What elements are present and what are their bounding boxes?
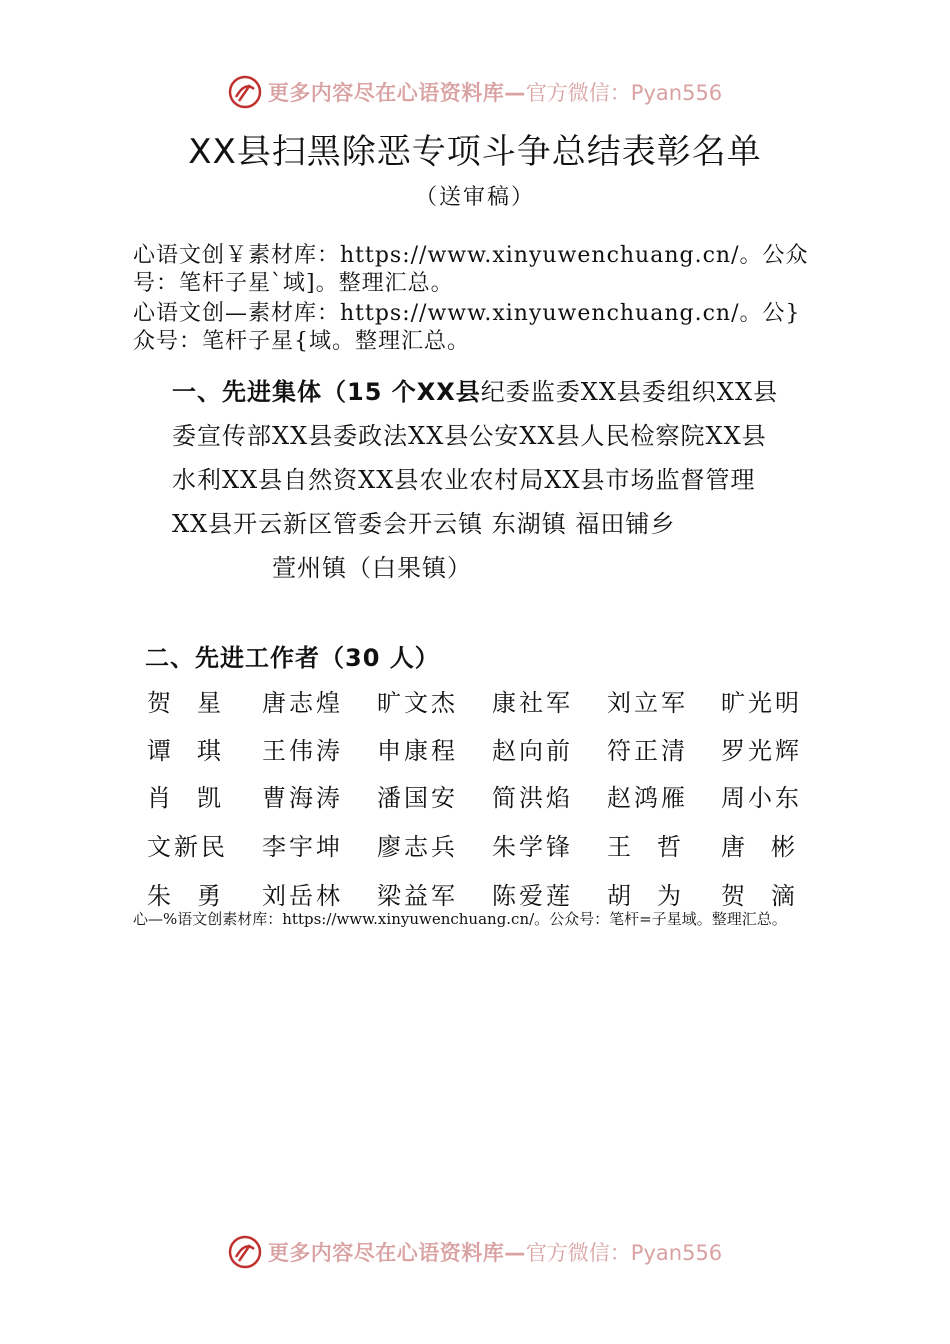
section1-heading-rest: 纪委监委XX县委组织XX县 <box>480 378 779 406</box>
worker-name: 罗 光 辉 <box>721 737 799 765</box>
unit-line: XX县开云新区管委会开云镇 东湖镇 福田铺乡 <box>172 510 676 538</box>
worker-name: 朱 勇 <box>147 882 221 910</box>
banner-wechat: 官方微信：Pyan556 <box>525 1241 723 1265</box>
worker-name: 文 新 民 <box>147 833 225 861</box>
unit-line: 水利XX县自然资XX县农业农村局XX县市场监督管理 <box>172 466 756 494</box>
worker-name: 谭 琪 <box>147 737 221 765</box>
worker-name: 王 伟 涛 <box>262 737 340 765</box>
banner-wechat: 官方微信：Pyan556 <box>525 81 723 105</box>
worker-name: 赵 鸿 雁 <box>607 784 685 812</box>
worker-name: 胡 为 <box>607 882 681 910</box>
worker-name: 唐 彬 <box>721 833 795 861</box>
worker-name: 旷 光 明 <box>721 689 799 717</box>
worker-name: 朱 学 锋 <box>492 833 570 861</box>
unit-line: 萱州镇（白果镇） <box>272 554 472 582</box>
worker-name: 刘 立 军 <box>607 689 685 717</box>
worker-name: 肖 凯 <box>147 784 221 812</box>
worker-name: 贺 星 <box>147 689 221 717</box>
worker-name: 唐 志 煌 <box>262 689 340 717</box>
worker-name: 王 哲 <box>607 833 681 861</box>
watermark-note-2: 心语文创—素材库：https://www.xinyuwenchuang.cn/。公}众号：笔杆子星{域。整理汇总。 <box>133 301 801 354</box>
banner-text: 更多内容尽在心语资料库— <box>267 81 526 105</box>
worker-name: 潘 国 安 <box>377 784 455 812</box>
worker-name: 旷 文 杰 <box>377 689 455 717</box>
brand-logo-icon <box>228 1235 262 1269</box>
worker-name: 周 小 东 <box>721 784 799 812</box>
worker-name: 符 正 清 <box>607 737 685 765</box>
worker-name: 曹 海 涛 <box>262 784 340 812</box>
footer-banner <box>0 1232 950 1272</box>
section1-heading-bold: 一、先进集体（15 个XX县 <box>172 378 481 406</box>
worker-name: 申 康 程 <box>377 737 455 765</box>
worker-name: 李 宇 坤 <box>262 833 340 861</box>
unit-line: 委宣传部XX县委政法XX县公安XX县人民检察院XX县 <box>172 422 767 450</box>
worker-name: 陈 爱 莲 <box>492 882 570 910</box>
worker-name: 廖 志 兵 <box>377 833 455 861</box>
document-subtitle: （送审稿） <box>414 185 535 210</box>
brand-logo-icon <box>228 75 262 109</box>
watermark-note-1: 心语文创￥素材库：https://www.xinyuwenchuang.cn/。公众号：笔杆子星`域]。整理汇总。 <box>133 243 809 296</box>
section2-heading: 二、先进工作者（30 人） <box>145 644 440 672</box>
document-title: XX县扫黑除恶专项斗争总结表彰名单 <box>188 132 762 172</box>
worker-name: 康 社 军 <box>492 689 570 717</box>
banner-text: 更多内容尽在心语资料库— <box>267 1241 526 1265</box>
worker-name: 刘 岳 林 <box>262 882 340 910</box>
worker-name: 贺 滴 <box>721 882 795 910</box>
worker-name: 简 洪 焰 <box>492 784 570 812</box>
section1-heading <box>172 372 778 407</box>
worker-name: 梁 益 军 <box>377 882 455 910</box>
worker-name: 赵 向 前 <box>492 737 570 765</box>
footer-watermark-note: 心—%语文创素材库：https://www.xinyuwenchuang.cn/。公众号：笔杆=子星域。整理汇总。 <box>133 910 787 928</box>
header-banner <box>0 72 950 112</box>
